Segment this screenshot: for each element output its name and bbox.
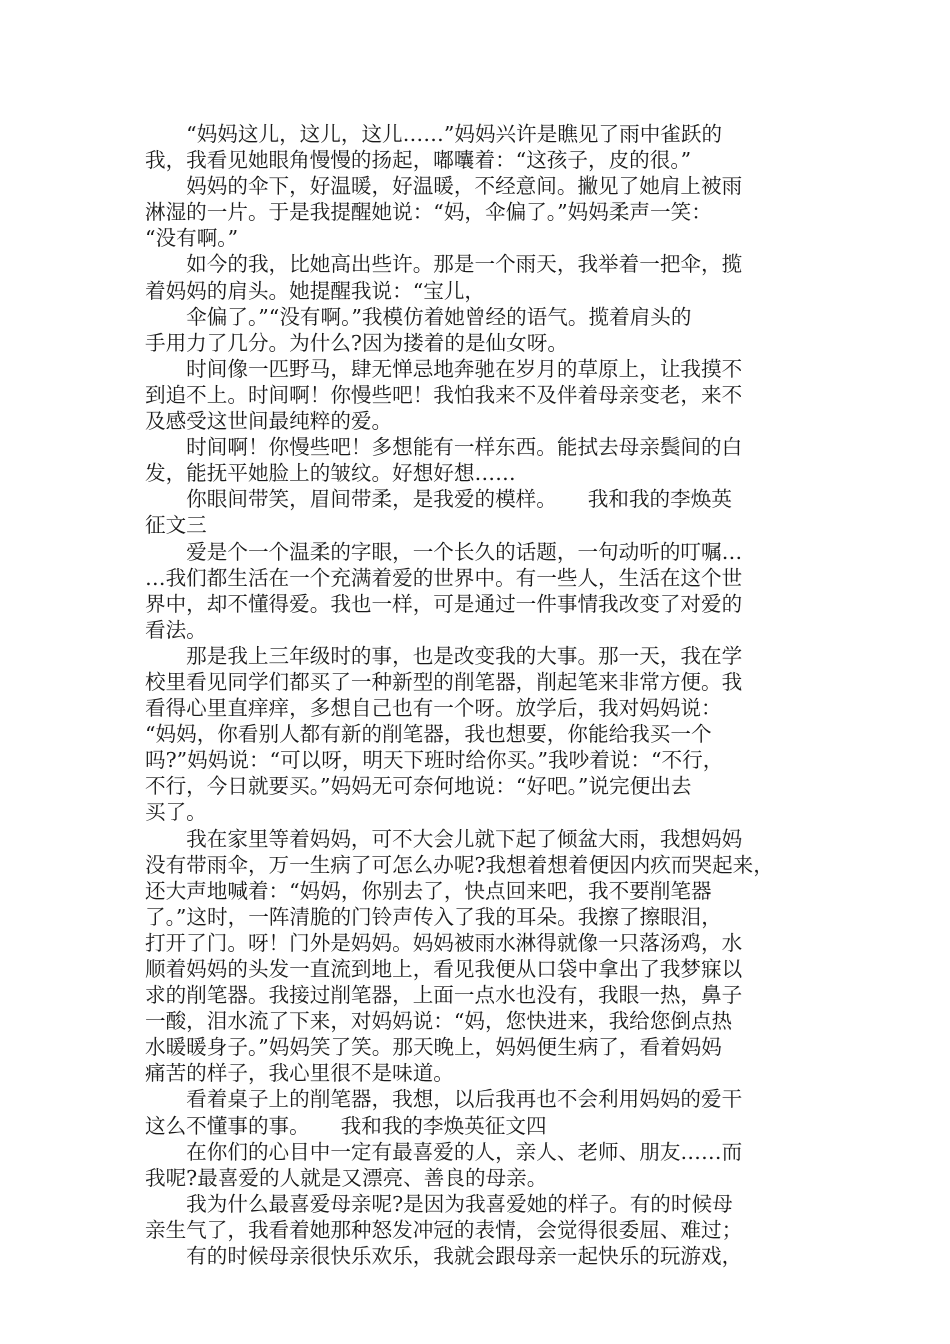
text-line: 爱是个一个温柔的字眼，一个长久的话题，一句动听的叮嘱… <box>145 539 743 564</box>
text-line: 征文三 <box>145 513 207 538</box>
text-line: 我，我看见她眼角慢慢的扬起，嘟囔着：“这孩子，皮的很。” <box>145 148 692 173</box>
text-line: “妈妈这儿，这儿，这儿……”妈妈兴许是瞧见了雨中雀跃的 <box>145 122 723 146</box>
text-line: 打开了门。呀！门外是妈妈。妈妈被雨水淋得就像一只落汤鸡，水 <box>145 930 743 955</box>
text-line: 我呢?最喜爱的人就是又漂亮、善良的母亲。 <box>145 1165 548 1190</box>
text-line: 看法。 <box>145 617 207 642</box>
text-line: “没有啊。” <box>145 226 239 251</box>
text-line: 时间像一匹野马，肆无惮忌地奔驰在岁月的草原上，让我摸不 <box>145 356 743 381</box>
text-line: 还大声地喊着：“妈妈，你别去了，快点回来吧，我不要削笔器 <box>145 878 712 903</box>
text-line: 到追不上。时间啊！你慢些吧！我怕我来不及伴着母亲变老，来不 <box>145 382 743 407</box>
essay-text <box>145 121 810 1269</box>
text-line: 有的时候母亲很快乐欢乐，我就会跟母亲一起快乐的玩游戏， <box>145 1244 743 1269</box>
text-line: 不行，今日就要买。”妈妈无可奈何地说：“好吧。”说完便出去 <box>145 774 692 799</box>
text-line: 一酸，泪水流了下来，对妈妈说：“妈，您快进来，我给您倒点热 <box>145 1009 733 1034</box>
text-line: 我在家里等着妈妈，可不大会儿就下起了倾盆大雨，我想妈妈 <box>145 826 743 851</box>
text-line: 时间啊！你慢些吧！多想能有一样东西。能拭去母亲鬓间的白 <box>145 435 743 460</box>
text-line: 你眼间带笑，眉间带柔，是我爱的模样。 我和我的李焕英 <box>145 487 732 512</box>
text-line: 那是我上三年级时的事，也是改变我的大事。那一天，我在学 <box>145 643 743 668</box>
text-line: 如今的我，比她高出些许。那是一个雨天，我举着一把伞，揽 <box>145 252 743 277</box>
text-line: 求的削笔器。我接过削笔器，上面一点水也没有，我眼一热，鼻子 <box>145 983 743 1008</box>
text-line: 没有带雨伞，万一生病了可怎么办呢?我想着想着便因内疚而哭起来， <box>145 852 774 877</box>
text-line: 我为什么最喜爱母亲呢?是因为我喜爱她的样子。有的时候母 <box>145 1191 733 1216</box>
text-line: “妈妈，你看别人都有新的削笔器，我也想要，你能给我买一个 <box>145 722 712 747</box>
text-line: 了。”这时，一阵清脆的门铃声传入了我的耳朵。我擦了擦眼泪， <box>145 904 722 929</box>
text-line: 看着桌子上的削笔器，我想，以后我再也不会利用妈妈的爱干 <box>145 1087 743 1112</box>
text-line: …我们都生活在一个充满着爱的世界中。有一些人，生活在这个世 <box>145 565 743 590</box>
text-line: 及感受这世间最纯粹的爱。 <box>145 409 393 434</box>
text-line: 看得心里直痒痒，多想自己也有一个呀。放学后，我对妈妈说： <box>145 696 722 721</box>
text-line: 着妈妈的肩头。她提醒我说：“宝儿， <box>145 278 486 303</box>
text-line: 痛苦的样子，我心里很不是味道。 <box>145 1061 454 1086</box>
text-line: 校里看见同学们都买了一种新型的削笔器，削起笔来非常方便。我 <box>145 669 743 694</box>
text-line: 界中，却不懂得爱。我也一样，可是通过一件事情我改变了对爱的 <box>145 591 743 616</box>
text-line: 顺着妈妈的头发一直流到地上，看见我便从口袋中拿出了我梦寐以 <box>145 957 743 981</box>
text-line: 买了。 <box>145 800 207 825</box>
text-line: 手用力了几分。为什么?因为搂着的是仙女呀。 <box>145 330 568 355</box>
text-line: 在你们的心目中一定有最喜爱的人，亲人、老师、朋友……而 <box>145 1139 743 1164</box>
text-line: 水暖暖身子。”妈妈笑了笑。那天晚上，妈妈便生病了，看着妈妈 <box>145 1035 722 1060</box>
text-line: 妈妈的伞下，好温暖，好温暖，不经意间。撇见了她肩上被雨 <box>145 174 743 199</box>
text-line: 亲生气了，我看着她那种怒发冲冠的表情，会觉得很委屈、难过； <box>145 1217 743 1242</box>
text-line: 吗?”妈妈说：“可以呀，明天下班时给你买。”我吵着说：“不行， <box>145 748 724 773</box>
text-line: 这么不懂事的事。 我和我的李焕英征文四 <box>145 1113 547 1138</box>
text-line: 淋湿的一片。于是我提醒她说：“妈，伞偏了。”妈妈柔声一笑： <box>145 200 712 225</box>
text-line: 伞偏了。”“没有啊。”我模仿着她曾经的语气。揽着肩头的 <box>145 304 692 329</box>
text-line: 发，能抚平她脸上的皱纹。好想好想…… <box>145 461 516 486</box>
